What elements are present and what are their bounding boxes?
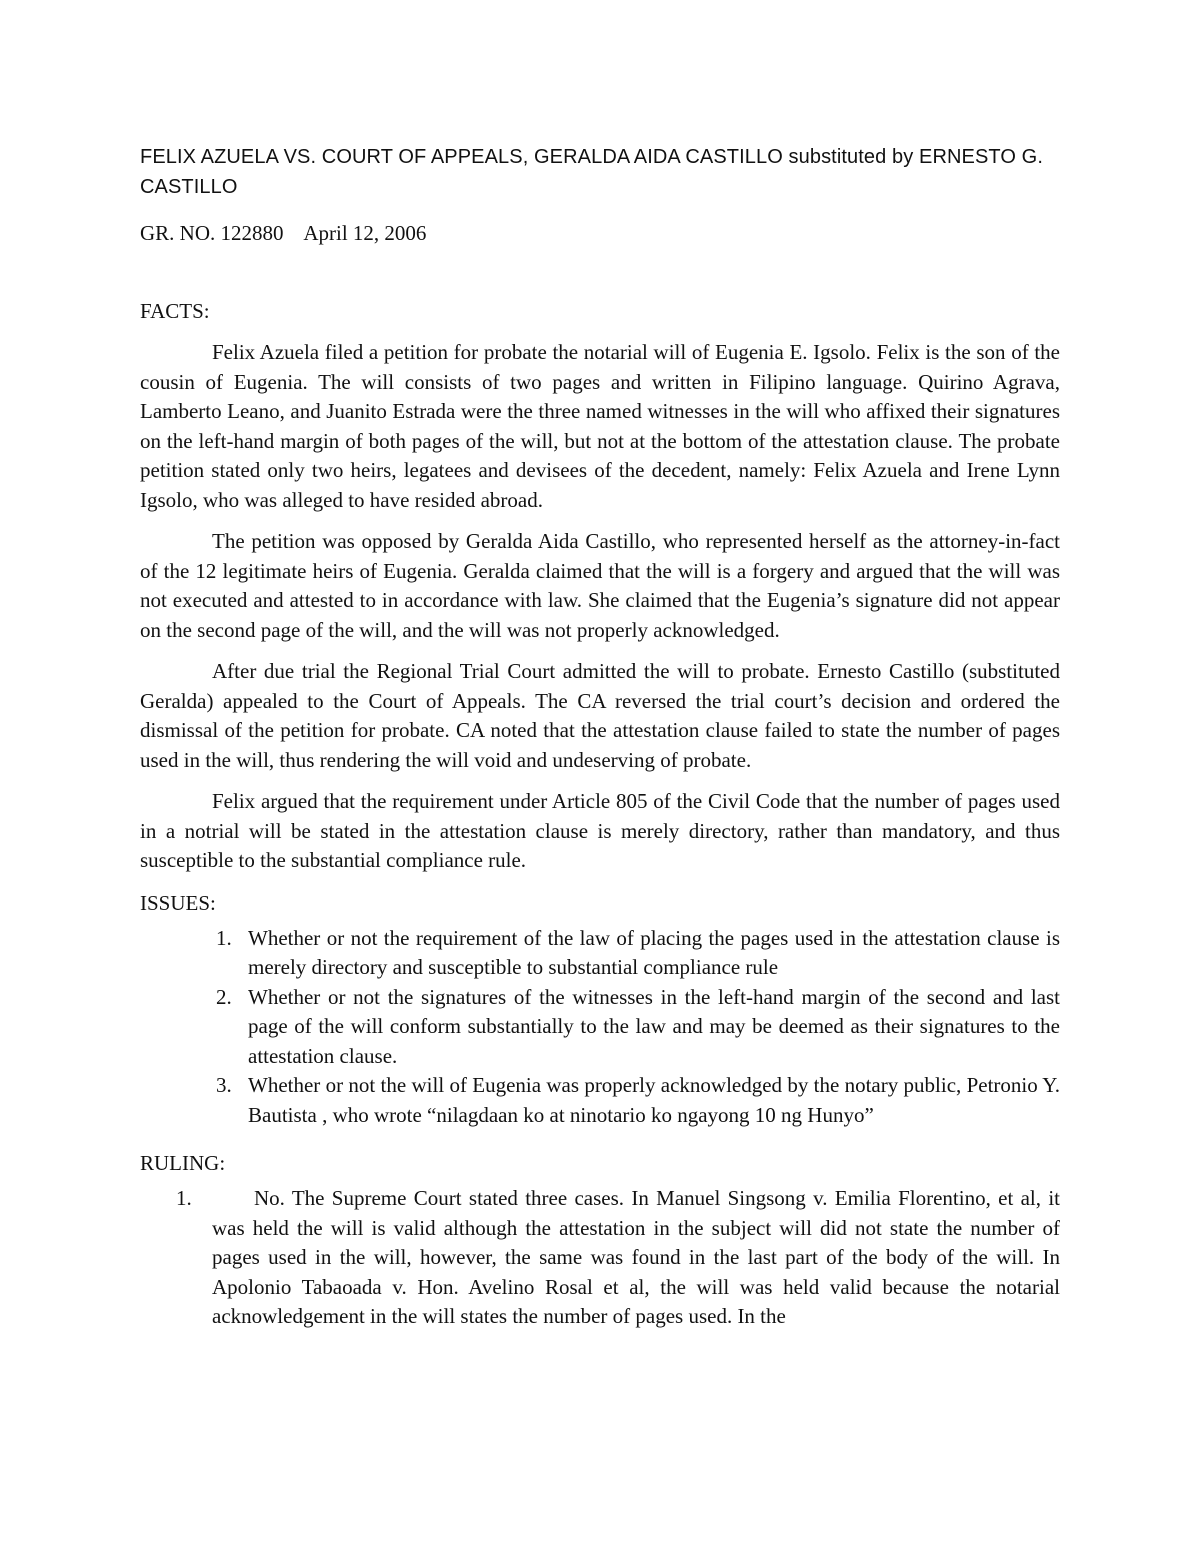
facts-paragraph: Felix Azuela filed a petition for probate the notarial will of Eugenia E. Igsolo. Felix is the son of the cousin of Eugenia. The will consists of two pages and written in Filipino language. Quirino Agrava, Lamberto Leano, and Juanito Estrada were the three named witnesses in the will who affixed their signatures on the left-hand margin of both pages of the will, but not at the bottom of the attestation clause. The probate petition stated only two heirs, legatees and devisees of the decedent, namely: Felix Azuela and Irene Lynn Igsolo, who was alleged to have resided abroad. — [140, 340, 1060, 512]
issue-number: 3. — [216, 1073, 232, 1097]
ruling-list — [140, 1184, 1060, 1332]
issue-number: 1. — [216, 925, 232, 950]
ruling-item — [176, 1184, 1060, 1332]
ruling-number: 1. — [176, 1186, 192, 1210]
issue-item — [216, 924, 1060, 983]
facts-paragraph: The petition was opposed by Geralda Aida Castillo, who represented herself as the attorney-in-fact of the 12 legitimate heirs of Eugenia. Geralda claimed that the will is a forgery and argued that the will was not executed and attested to in accordance with law. She claimed that the Eugenia’s signature did not appear on the second page of the will, and the will was not properly acknowledged. — [140, 529, 1060, 642]
issues-list — [140, 924, 1060, 1131]
issue-text: Whether or not the will of Eugenia was properly acknowledged by the notary public, Petronio Y. Bautista , who wrote “nilagdaan ko at ninotario ko ngayong 10 ng Hunyo” — [248, 1073, 1060, 1127]
ruling-text: No. The Supreme Court stated three cases. In Manuel Singsong v. Emilia Florentino, et al, it was held the will is valid although the attestation in the subject will did not state the number of pages used in the will, however, the same was found in the last part of the body of the will. In Apolonio Tabaoada v. Hon. Avelino Rosal et al, the will was held valid because the notarial acknowledgement in the will states the number of pages used. In the — [212, 1186, 1060, 1328]
case-title: FELIX AZUELA VS. COURT OF APPEALS, GERALDA AIDA CASTILLO substituted by ERNESTO G. CASTILLO — [140, 146, 1043, 198]
issue-item — [216, 983, 1060, 1072]
facts-heading: FACTS: — [140, 299, 210, 323]
issue-text: Whether or not the signatures of the witnesses in the left-hand margin of the second and last page of the will conform substantially to the law and may be deemed as their signatures to the attestation clause. — [248, 984, 1060, 1068]
facts-paragraph: After due trial the Regional Trial Court admitted the will to probate. Ernesto Castillo (substituted Geralda) appealed to the Court of Appeals. The CA reversed the trial court’s decision and ordered the dismissal of the petition for probate. CA noted that the attestation clause failed to state the number of pages used in the will, thus rendering the will void and undeserving of probate. — [140, 659, 1060, 772]
issue-text: Whether or not the requirement of the law of placing the pages used in the attestation clause is merely directory and susceptible to substantial compliance rule — [248, 925, 1060, 979]
issue-item — [216, 1071, 1060, 1130]
ruling-heading: RULING: — [140, 1151, 226, 1175]
document-page — [140, 130, 1060, 1332]
facts-paragraph: Felix argued that the requirement under Article 805 of the Civil Code that the number of pages used in a notrial will be stated in the attestation clause is merely directory, rather than mandatory, and thus susceptible to the substantial compliance rule. — [140, 789, 1060, 872]
issue-number: 2. — [216, 984, 232, 1009]
case-number-date: GR. NO. 122880 April 12, 2006 — [140, 221, 427, 245]
issues-heading: ISSUES: — [140, 890, 216, 915]
